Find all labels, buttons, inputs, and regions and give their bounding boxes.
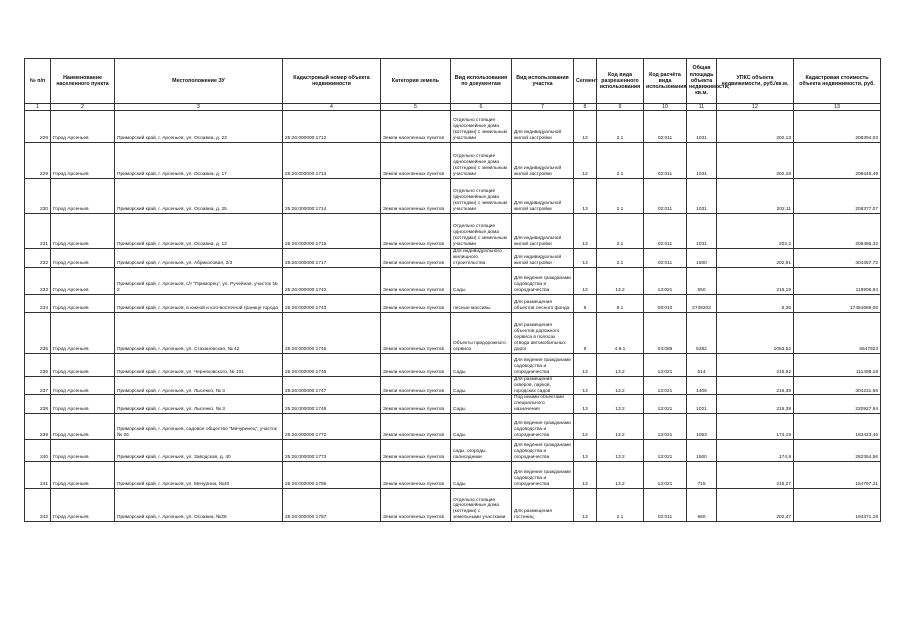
- settlement-cell: Город Арсеньев: [51, 414, 115, 440]
- documented-use-cell: Отдельно стоящие односемейные дома (коттеджи) с земельным участками: [451, 214, 512, 249]
- settlement-cell: Город Арсеньев: [51, 143, 115, 179]
- cadastral-value-cell: 194371,19: [794, 489, 881, 522]
- permitted-use-code-cell: 13.2: [597, 395, 644, 414]
- cadastral-value-cell: 304367,72: [794, 249, 881, 268]
- column-number-row: [25, 104, 881, 111]
- header-documented-use: Вид использования по документам: [451, 59, 512, 104]
- cadastral-value-cell: 208445,49: [794, 143, 881, 179]
- calc-code-cell: 13:021: [644, 267, 687, 294]
- cadastral-value-cell: 154797,21: [794, 462, 881, 489]
- row-number: 235: [25, 312, 51, 353]
- segment-cell: 6: [574, 312, 597, 353]
- location-cell: Приморский край, г. Арсеньев, ул. Абрикосовая, 2/3: [115, 249, 283, 268]
- segment-cell: 13: [574, 414, 597, 440]
- actual-use-cell: Для ведения гражданами садоводства и огородничества: [512, 440, 574, 462]
- table-row: [25, 376, 881, 395]
- column-number: 13: [794, 104, 881, 111]
- header-calc-code: Код расчёта вида использования: [644, 59, 687, 104]
- upks-cell: 216,92: [717, 353, 794, 376]
- row-number: 240: [25, 440, 51, 462]
- header-upks: УПКС объекта недвижимости, руб./кв.м.: [717, 59, 794, 104]
- row-number: 232: [25, 249, 51, 268]
- row-number: 231: [25, 214, 51, 249]
- area-cell: 715: [687, 462, 717, 489]
- settlement-cell: Город Арсеньев: [51, 376, 115, 395]
- area-cell: 1053: [687, 414, 717, 440]
- column-number: 8: [574, 104, 597, 111]
- actual-use-cell: Для индивидуальной жилой застройки: [512, 143, 574, 179]
- documented-use-cell: Сады: [451, 414, 512, 440]
- upks-cell: 202,91: [717, 249, 794, 268]
- location-cell: Приморский край, г. Арсеньев, ул. Черняховского, № 101: [115, 353, 283, 376]
- cadastral-value-cell: 208394,03: [794, 111, 881, 143]
- location-cell: Приморский край, г. Арсеньев, ул. Лысенко, № 3: [115, 376, 283, 395]
- documented-use-cell: Сады: [451, 353, 512, 376]
- upks-cell: 202,47: [717, 489, 794, 522]
- row-number: 229: [25, 143, 51, 179]
- calc-code-cell: 13:021: [644, 414, 687, 440]
- actual-use-cell: Для ведения гражданами садоводства и огородничества: [512, 414, 574, 440]
- land-category-cell: Земли населенных пунктов: [381, 179, 451, 214]
- calc-code-cell: 02:011: [644, 214, 687, 249]
- table-row: [25, 395, 881, 414]
- cadastral-number-cell: 25:26:000000:1743: [283, 294, 381, 312]
- header-row-number: № п/п: [25, 59, 51, 104]
- land-category-cell: Земли населенных пунктов: [381, 214, 451, 249]
- area-cell: 1031: [687, 111, 717, 143]
- table-row: [25, 111, 881, 143]
- location-cell: Приморский край, г. Арсеньев, ул. Мичурина, №40: [115, 462, 283, 489]
- area-cell: 550: [687, 267, 717, 294]
- upks-cell: 174,9: [717, 440, 794, 462]
- land-category-cell: Земли населенных пунктов: [381, 294, 451, 312]
- permitted-use-code-cell: 2.1: [597, 179, 644, 214]
- upks-cell: 1053,52: [717, 312, 794, 353]
- area-cell: 1021: [687, 395, 717, 414]
- header-actual-use: Вид использования участка: [512, 59, 574, 104]
- table-row: [25, 414, 881, 440]
- table-row: [25, 462, 881, 489]
- location-cell: Приморский край, г. Арсеньев, ул. Осоавиа, д. 13: [115, 214, 283, 249]
- actual-use-cell: Для индивидуальной жилой застройки: [512, 249, 574, 268]
- row-number: 242: [25, 489, 51, 522]
- settlement-cell: Город Арсеньев: [51, 395, 115, 414]
- cadastral-value-cell: 208466,32: [794, 214, 881, 249]
- column-number: 12: [717, 104, 794, 111]
- cadastral-number-cell: 25:26:000000:1712: [283, 111, 381, 143]
- land-category-cell: Земли населенных пунктов: [381, 462, 451, 489]
- cadastral-number-cell: 25:26:000000:1746: [283, 353, 381, 376]
- row-number: 237: [25, 376, 51, 395]
- cadastral-value-table: [24, 58, 881, 522]
- segment-cell: 13: [574, 143, 597, 179]
- cadastral-value-cell: 118906,94: [794, 267, 881, 294]
- header-land-category: Категория земель: [381, 59, 451, 104]
- row-number: 230: [25, 179, 51, 214]
- cadastral-value-cell: 183423,46: [794, 414, 881, 440]
- actual-use-cell: Для размещения объектов дорожного сервиса в полосах отвода автомобильных дорог: [512, 312, 574, 353]
- table-row: [25, 214, 881, 249]
- permitted-use-code-cell: 4.9.1: [597, 312, 644, 353]
- land-category-cell: Земли населенных пунктов: [381, 414, 451, 440]
- header-location: Местоположение ЗУ: [115, 59, 283, 104]
- row-number: 238: [25, 395, 51, 414]
- header-cadastral-number: Кадастровый номер объекта недвижимости: [283, 59, 381, 104]
- land-category-cell: Земли населенных пунктов: [381, 143, 451, 179]
- documented-use-cell: лесные массивы: [451, 294, 512, 312]
- row-number: 228: [25, 111, 51, 143]
- header-area: Общая площадь объекта недвижимости, кв.м.: [687, 59, 717, 104]
- permitted-use-code-cell: 2.1: [597, 214, 644, 249]
- table-row: [25, 312, 881, 353]
- calc-code-cell: 02:011: [644, 489, 687, 522]
- calc-code-cell: 13:021: [644, 462, 687, 489]
- documented-use-cell: Отдельно стоящие односемейные дома (коттеджи) с земельным участками: [451, 179, 512, 214]
- location-cell: Приморский край, г. Арсеньев, ул. Осоавиа, д. 25: [115, 179, 283, 214]
- permitted-use-code-cell: 13.2: [597, 462, 644, 489]
- cadastral-value-cell: 262354,56: [794, 440, 881, 462]
- documented-use-cell: Объекты придорожного сервиса: [451, 312, 512, 353]
- segment-cell: 13: [574, 395, 597, 414]
- permitted-use-code-cell: 2.1: [597, 249, 644, 268]
- table-row: [25, 294, 881, 312]
- column-number: 11: [687, 104, 717, 111]
- land-category-cell: Земли населенных пунктов: [381, 312, 451, 353]
- upks-cell: 202,2: [717, 214, 794, 249]
- row-number: 239: [25, 414, 51, 440]
- segment-cell: 13: [574, 462, 597, 489]
- upks-cell: 216,27: [717, 462, 794, 489]
- settlement-cell: Город Арсеньев: [51, 214, 115, 249]
- area-cell: 514: [687, 353, 717, 376]
- location-cell: Приморский край, г. Арсеньев, ул. Стахановская, № 42: [115, 312, 283, 353]
- table-row: [25, 179, 881, 214]
- cadastral-value-cell: 17454689,05: [794, 294, 881, 312]
- documented-use-cell: Сады: [451, 267, 512, 294]
- row-number: 234: [25, 294, 51, 312]
- actual-use-cell: Для размещения гостиниц: [512, 489, 574, 522]
- permitted-use-code-cell: 13.2: [597, 376, 644, 395]
- table-row: [25, 489, 881, 522]
- segment-cell: 13: [574, 214, 597, 249]
- land-category-cell: Земли населенных пунктов: [381, 376, 451, 395]
- calc-code-cell: 13:021: [644, 440, 687, 462]
- settlement-cell: Город Арсеньев: [51, 489, 115, 522]
- land-category-cell: Земли населенных пунктов: [381, 489, 451, 522]
- row-number: 236: [25, 353, 51, 376]
- settlement-cell: Город Арсеньев: [51, 249, 115, 268]
- cadastral-number-cell: 25:26:000000:1747: [283, 376, 381, 395]
- actual-use-cell: Для ведения гражданами садоводства и огородничества: [512, 462, 574, 489]
- table-row: [25, 267, 881, 294]
- land-category-cell: Земли населенных пунктов: [381, 111, 451, 143]
- location-cell: Приморский край, г. Арсеньев, ул. Осоавиа, д. 17: [115, 143, 283, 179]
- area-cell: 5282: [687, 312, 717, 353]
- cadastral-value-cell: 5547923: [794, 312, 881, 353]
- upks-cell: 202,18: [717, 143, 794, 179]
- location-cell: Приморский край, г. Арсеньев, ул. Лысенко, № 3: [115, 395, 283, 414]
- cadastral-number-cell: 25:26:000000:1745: [283, 312, 381, 353]
- upks-cell: 6,35: [717, 294, 794, 312]
- calc-code-cell: 13:021: [644, 353, 687, 376]
- actual-use-cell: Для ведения гражданами садоводства и огородничества: [512, 353, 574, 376]
- calc-code-cell: 04:089: [644, 312, 687, 353]
- cadastral-number-cell: 25:26:000000:1748: [283, 395, 381, 414]
- cadastral-value-cell: 220927,94: [794, 395, 881, 414]
- calc-code-cell: 02:011: [644, 249, 687, 268]
- location-cell: Приморский край, г. Арсеньев, ул. Осоавиа, №39: [115, 489, 283, 522]
- segment-cell: 9: [574, 294, 597, 312]
- column-number: 7: [512, 104, 574, 111]
- location-cell: Приморский край, г. Арсеньев, садовое общество "Мичуринец", участок № 26: [115, 414, 283, 440]
- settlement-cell: Город Арсеньев: [51, 312, 115, 353]
- calc-code-cell: 02:011: [644, 179, 687, 214]
- calc-code-cell: 13:021: [644, 395, 687, 414]
- row-number: 233: [25, 267, 51, 294]
- calc-code-cell: 09:010: [644, 294, 687, 312]
- header-settlement: Наименование населенного пункта: [51, 59, 115, 104]
- segment-cell: 13: [574, 353, 597, 376]
- cadastral-number-cell: 25:26:000000:1715: [283, 214, 381, 249]
- actual-use-cell: Для индивидуальной жилой застройки: [512, 214, 574, 249]
- land-category-cell: Земли населенных пунктов: [381, 353, 451, 376]
- documented-use-cell: Для индивидуального жилищного строительства: [451, 249, 512, 268]
- documented-use-cell: Сады: [451, 376, 512, 395]
- location-cell: Приморский край, г. Арсеньев, с/т "Приморец", ул. Ручейная, участок № 2: [115, 267, 283, 294]
- segment-cell: 13: [574, 249, 597, 268]
- cadastral-value-cell: 111498,19: [794, 353, 881, 376]
- upks-cell: 216,38: [717, 376, 794, 395]
- column-number: 6: [451, 104, 512, 111]
- permitted-use-code-cell: 13.2: [597, 440, 644, 462]
- permitted-use-code-cell: 2.1: [597, 489, 644, 522]
- settlement-cell: Город Арсеньев: [51, 462, 115, 489]
- documented-use-cell: Сады: [451, 462, 512, 489]
- actual-use-cell: Для размещения объектов лесного фонда: [512, 294, 574, 312]
- cadastral-number-cell: 25:26:000000:1786: [283, 462, 381, 489]
- area-cell: 960: [687, 489, 717, 522]
- header-segment: Сегмент: [574, 59, 597, 104]
- location-cell: Приморский край, г. Арсеньев, ул. Осоавиа, д. 23: [115, 111, 283, 143]
- location-cell: Приморский край, г. Арсеньев, ул. Заводская, д. 40: [115, 440, 283, 462]
- table-body: [25, 111, 881, 522]
- area-cell: 1500: [687, 249, 717, 268]
- segment-cell: 13: [574, 376, 597, 395]
- documented-use-cell: Отдельно стоящие односемейные дома (коттеджи) с земельными участками: [451, 489, 512, 522]
- column-number: 3: [115, 104, 283, 111]
- cadastral-number-cell: 25:26:000000:1787: [283, 489, 381, 522]
- calc-code-cell: 02:011: [644, 143, 687, 179]
- documented-use-cell: сады, огороды, палисадники: [451, 440, 512, 462]
- column-number: 9: [597, 104, 644, 111]
- cadastral-number-cell: 25:26:000000:1717: [283, 249, 381, 268]
- land-category-cell: Земли населенных пунктов: [381, 267, 451, 294]
- actual-use-cell: Для индивидуальной жилой застройки: [512, 111, 574, 143]
- land-category-cell: Земли населенных пунктов: [381, 440, 451, 462]
- upks-cell: 174,19: [717, 414, 794, 440]
- actual-use-cell: Для размещения скверов, парков, городских садов: [512, 376, 574, 395]
- area-cell: 1031: [687, 179, 717, 214]
- cadastral-number-cell: 25:26:000000:1772: [283, 414, 381, 440]
- permitted-use-code-cell: 13.2: [597, 414, 644, 440]
- segment-cell: 13: [574, 440, 597, 462]
- settlement-cell: Город Арсеньев: [51, 179, 115, 214]
- calc-code-cell: 13:021: [644, 376, 687, 395]
- cadastral-value-cell: 304231,56: [794, 376, 881, 395]
- settlement-cell: Город Арсеньев: [51, 267, 115, 294]
- permitted-use-code-cell: 9.1: [597, 294, 644, 312]
- table-row: [25, 143, 881, 179]
- settlement-cell: Город Арсеньев: [51, 294, 115, 312]
- upks-cell: 202,11: [717, 179, 794, 214]
- area-cell: 2749203: [687, 294, 717, 312]
- land-category-cell: Земли населенных пунктов: [381, 249, 451, 268]
- column-number: 10: [644, 104, 687, 111]
- column-number: 5: [381, 104, 451, 111]
- area-cell: 1031: [687, 214, 717, 249]
- upks-cell: 216,19: [717, 267, 794, 294]
- cadastral-number-cell: 25:26:000000:1714: [283, 179, 381, 214]
- segment-cell: 13: [574, 267, 597, 294]
- area-cell: 1500: [687, 440, 717, 462]
- column-number: 4: [283, 104, 381, 111]
- area-cell: 1406: [687, 376, 717, 395]
- header-permitted-use-code: Код вида разрешенного использования: [597, 59, 644, 104]
- upks-cell: 202,13: [717, 111, 794, 143]
- segment-cell: 13: [574, 489, 597, 522]
- permitted-use-code-cell: 13.2: [597, 267, 644, 294]
- permitted-use-code-cell: 2.1: [597, 111, 644, 143]
- cadastral-number-cell: 25:26:000000:1713: [283, 143, 381, 179]
- documented-use-cell: Отдельно стоящие односемейные дома (коттеджи) с земельным участками: [451, 111, 512, 143]
- settlement-cell: Город Арсеньев: [51, 440, 115, 462]
- cadastral-value-cell: 208377,07: [794, 179, 881, 214]
- calc-code-cell: 02:011: [644, 111, 687, 143]
- cadastral-number-cell: 25:26:000000:1773: [283, 440, 381, 462]
- settlement-cell: Город Арсеньев: [51, 111, 115, 143]
- land-category-cell: Земли населенных пунктов: [381, 395, 451, 414]
- segment-cell: 13: [574, 111, 597, 143]
- actual-use-cell: Под иными объектами специального назначения: [512, 395, 574, 414]
- actual-use-cell: Для индивидуальной жилой застройки: [512, 179, 574, 214]
- table-row: [25, 353, 881, 376]
- table-header-row: [25, 59, 881, 104]
- documented-use-cell: Сады: [451, 395, 512, 414]
- settlement-cell: Город Арсеньев: [51, 353, 115, 376]
- permitted-use-code-cell: 13.2: [597, 353, 644, 376]
- header-cadastral-value: Кадастровая стоимость объекта недвижимости, руб.: [794, 59, 881, 104]
- cadastral-number-cell: 25:26:000000:1742: [283, 267, 381, 294]
- table-row: [25, 440, 881, 462]
- area-cell: 1031: [687, 143, 717, 179]
- row-number: 241: [25, 462, 51, 489]
- upks-cell: 216,38: [717, 395, 794, 414]
- permitted-use-code-cell: 2.1: [597, 143, 644, 179]
- documented-use-cell: Отдельно стоящие односемейные дома (коттеджи) с земельным участками: [451, 143, 512, 179]
- actual-use-cell: Для ведения гражданами садоводства и огородничества: [512, 267, 574, 294]
- location-cell: Приморский край, г. Арсеньев, в южной и юго-восточной границе города: [115, 294, 283, 312]
- table-row: [25, 249, 881, 268]
- segment-cell: 13: [574, 179, 597, 214]
- column-number: 1: [25, 104, 51, 111]
- column-number: 2: [51, 104, 115, 111]
